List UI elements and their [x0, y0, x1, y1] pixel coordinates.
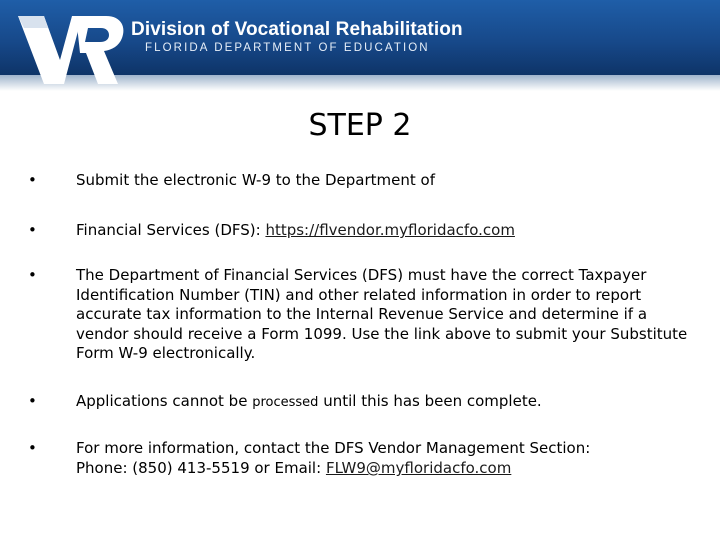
org-subtitle: FLORIDA DEPARTMENT OF EDUCATION	[145, 42, 430, 54]
bullet-item	[28, 266, 700, 364]
bullet-text-after: until this has been complete.	[318, 392, 542, 410]
bullet-text: The Department of Financial Services (DFS) must have the correct Taxpayer Identification Number (TIN) and other related information in order to report accurate tax information to the Internal Revenue Service and determine if a vendor should receive a Form 1099. Use the link above to submit your Substitute Form W-9 electronically.	[76, 266, 688, 362]
bullet-text-before: Applications cannot be	[76, 392, 253, 410]
bullet-dot: •	[28, 221, 37, 239]
bullet-item	[28, 391, 700, 413]
bullet-item	[28, 220, 700, 240]
slide-title-text: STEP 2	[308, 108, 412, 143]
slide-title	[0, 108, 720, 143]
vr-logo-icon	[14, 6, 130, 90]
bullet-text: Financial Services (DFS):	[76, 221, 266, 239]
bullet-text-small: processed	[252, 395, 319, 410]
org-name: Division of Vocational Rehabilitation	[131, 19, 463, 40]
bullet-item	[28, 438, 700, 478]
bullet-text-line2: Phone: (850) 413-5519 or Email:	[76, 459, 326, 477]
bullet-item	[28, 170, 700, 190]
bullet-dot: •	[28, 266, 37, 284]
bullet-dot: •	[28, 392, 37, 410]
bullet-dot: •	[28, 171, 37, 189]
dfs-vendor-link[interactable]: https://flvendor.myfloridacfo.com	[265, 221, 515, 239]
bullet-dot: •	[28, 439, 37, 457]
email-link[interactable]: FLW9@myfloridacfo.com	[325, 459, 512, 477]
bullet-text-line1: For more information, contact the DFS Vendor Management Section:	[76, 439, 591, 457]
bullet-text: Submit the electronic W-9 to the Department of	[76, 171, 435, 189]
